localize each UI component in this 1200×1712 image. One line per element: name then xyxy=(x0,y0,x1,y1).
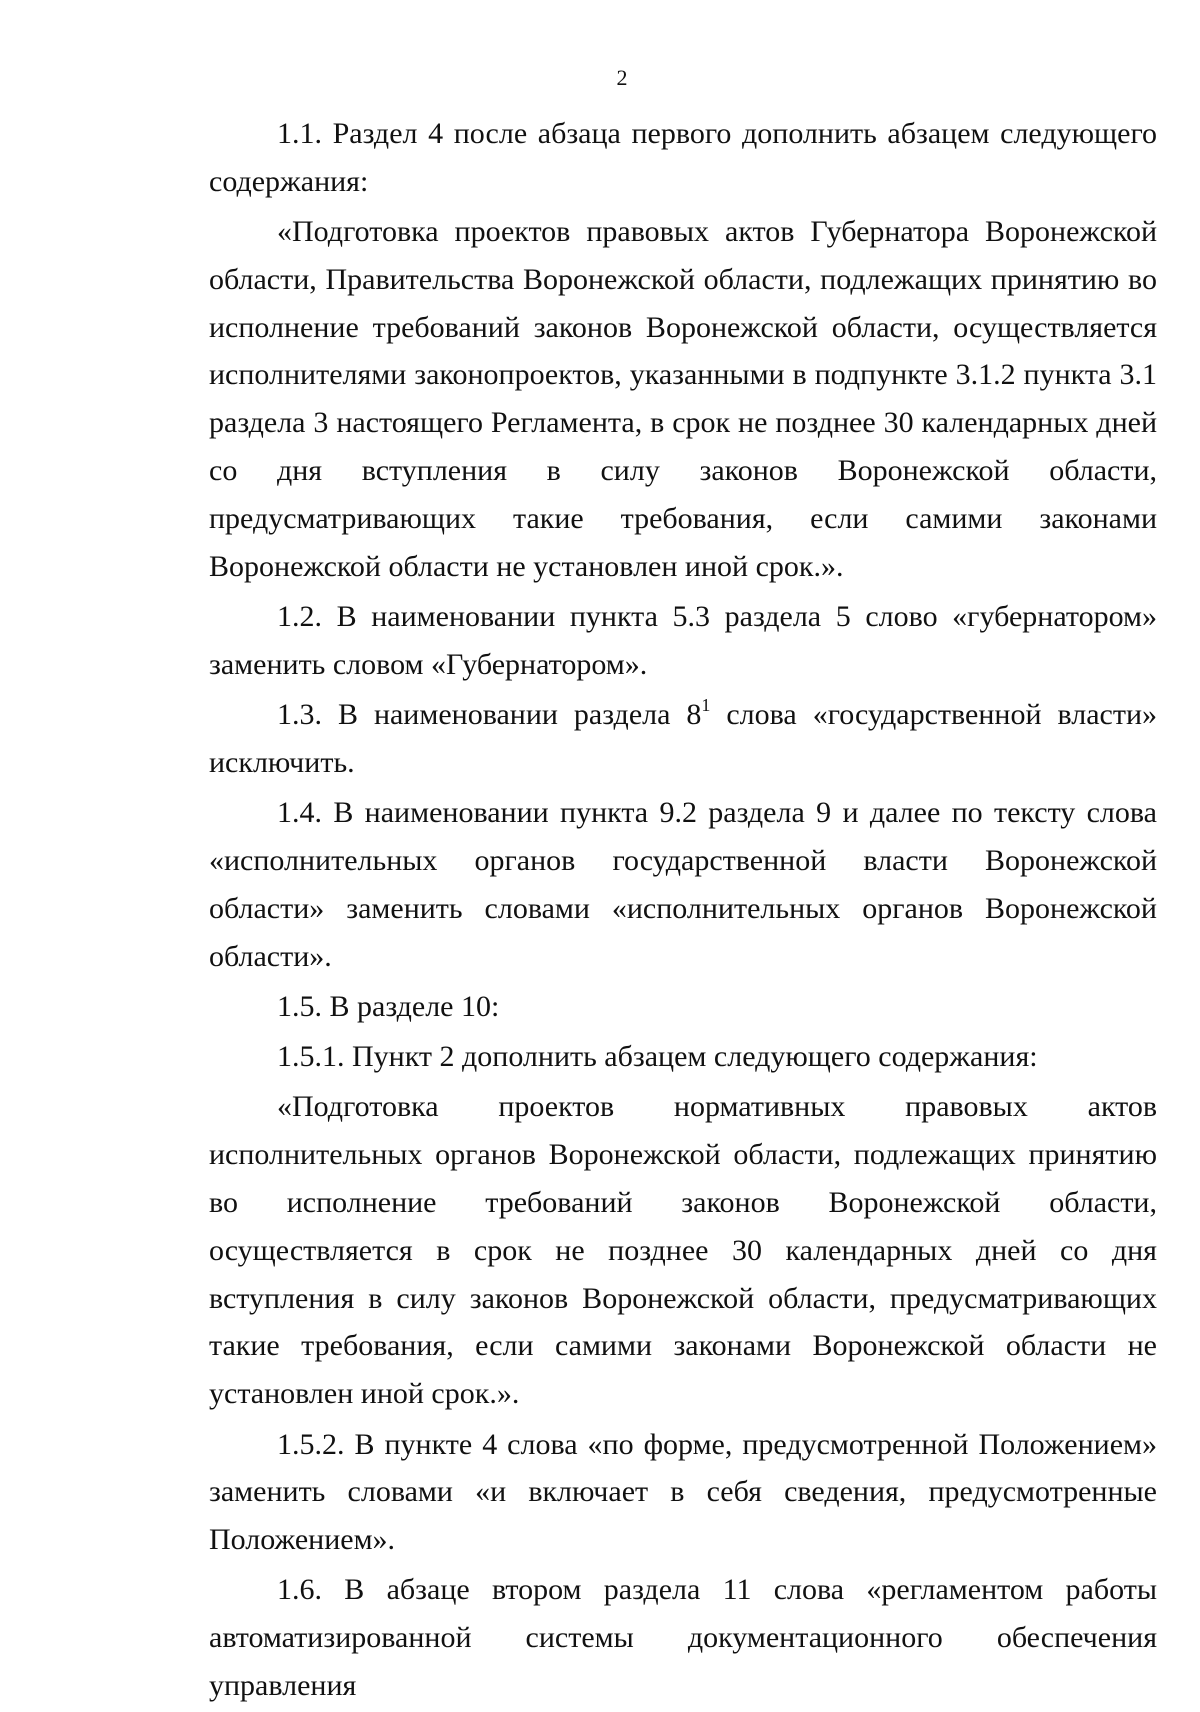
paragraph-1-3 xyxy=(209,691,1157,787)
paragraph-1-5-2: 1.5.2. В пункте 4 слова «по форме, предусмотренной Положением» заменить словами «и включает в себя сведения, предусмотренные Положением». xyxy=(209,1427,1157,1557)
quoted-paragraph-section-10: «Подготовка проектов нормативных правовых актов исполнительных органов Воронежской области, подлежащих принятию во исполнение требований законов Воронежской области, осуществляется в срок не позднее 30 календарных дней со дня вступления в силу законов Воронежской области, предусматривающих такие требования, если самими законами Воронежской области не установлен иной срок.». xyxy=(209,1090,1157,1411)
quoted-paragraph-section-4: «Подготовка проектов правовых актов Губернатора Воронежской области, Правительства Воронежской области, подлежащих принятию во исполнение требований законов Воронежской области, осуществляется исполнителями законопроектов, указанными в подпункте 3.1.2 пункта 3.1 раздела 3 настоящего Регламента, в срок не позднее 30 календарных дней со дня вступления в силу законов Воронежской области, предусматривающих такие требования, если самими законами Воронежской области не установлен иной срок.». xyxy=(209,215,1157,583)
page-number: 2 xyxy=(616,65,628,90)
paragraph-1-3-text-before: 1.3. В наименовании раздела 8 xyxy=(277,698,702,732)
superscript-index: 1 xyxy=(701,695,711,716)
paragraph-1-5: 1.5. В разделе 10: xyxy=(277,989,500,1023)
paragraph-1-2: 1.2. В наименовании пункта 5.3 раздела 5 слово «губернатором» заменить словом «Губернатором». xyxy=(209,599,1157,681)
paragraph-1-1: 1.1. Раздел 4 после абзаца первого дополнить абзацем следующего содержания: xyxy=(209,117,1157,198)
paragraph-1-4: 1.4. В наименовании пункта 9.2 раздела 9 и далее по тексту слова «исполнительных органов государственной власти Воронежской области» заменить словами «исполнительных органов Воронежской области». xyxy=(209,796,1157,973)
paragraph-1-3-text-after: слова «государственной власти» исключить. xyxy=(209,698,1157,779)
document-body xyxy=(209,110,1157,1712)
paragraph-1-6: 1.6. В абзаце втором раздела 11 слова «регламентом работы автоматизированной системы документационного обеспечения управления xyxy=(209,1573,1157,1702)
paragraph-1-5-1: 1.5.1. Пункт 2 дополнить абзацем следующего содержания: xyxy=(277,1040,1038,1074)
